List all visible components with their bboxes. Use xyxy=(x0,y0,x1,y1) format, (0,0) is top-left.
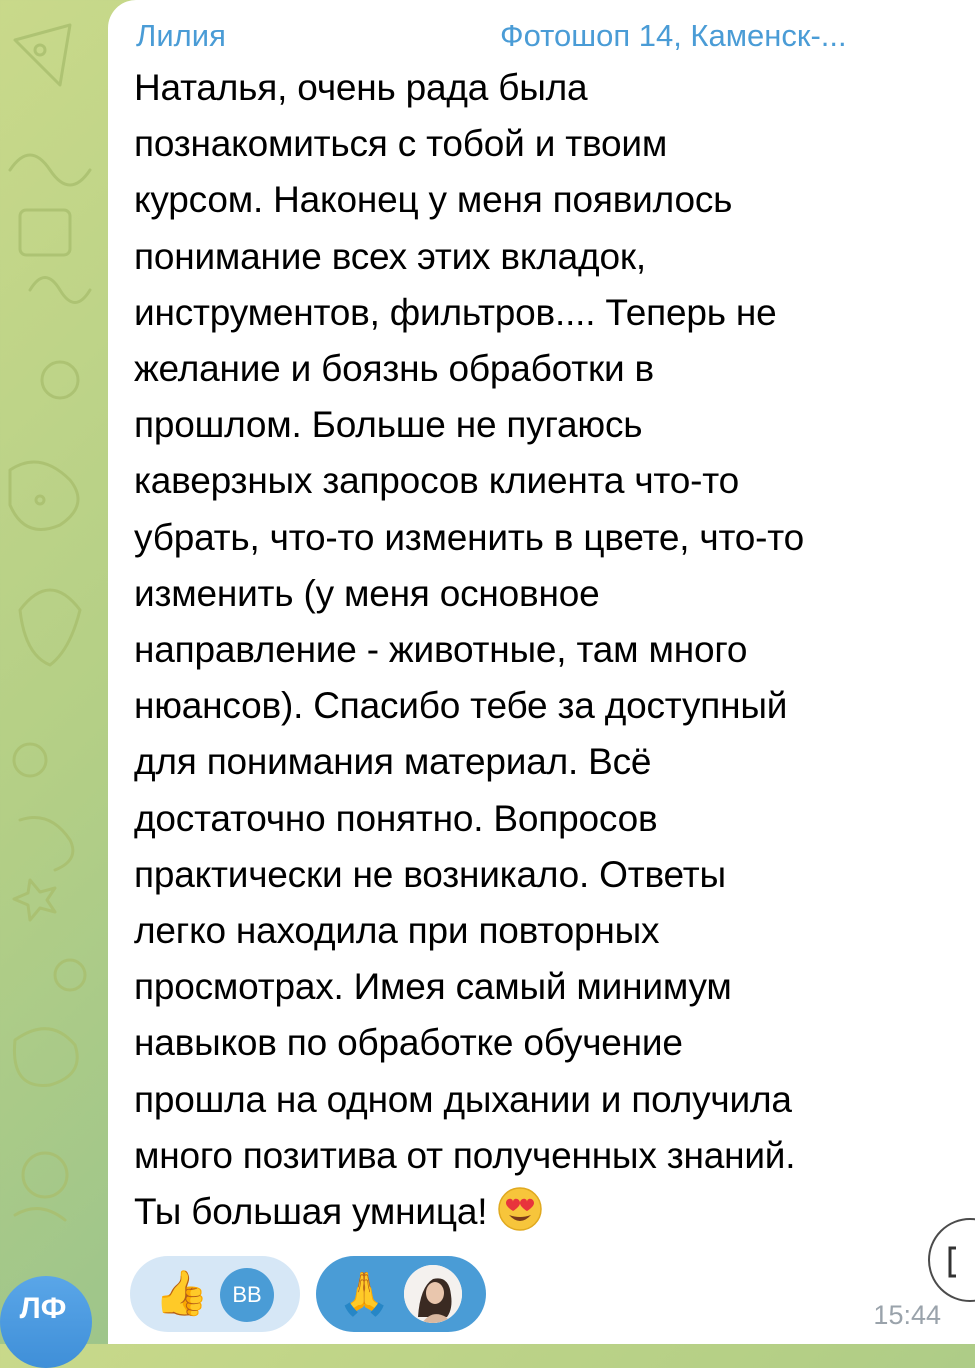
message-bubble[interactable] xyxy=(108,0,975,1344)
reaction-thumbs-up[interactable] xyxy=(130,1256,300,1332)
message-header xyxy=(136,14,915,60)
bracket-icon xyxy=(930,1220,975,1304)
reactor-photo-avatar xyxy=(404,1265,462,1323)
reactor-avatar: ВВ xyxy=(220,1268,274,1322)
message-text-body: Наталья, очень рада была познакомиться с тобой и твоим курсом. Наконец у меня появилось понимание всех этих вкладок, инструментов, фильтров.... Теперь не желание и боязнь обработки в прошлом. Больше не пугаюсь каверзных запросов клиента что-то убрать, что-то изменить в цвете, что-то изменить (у меня основное направление - животные, там много нюансов). Спасибо тебе за доступный для понимания материал. Всё достаточно понятно. Вопросов практически не возникало. Ответы легко находила при повторных просмотрах. Имея самый минимум навыков по обработке обучение прошла на одном дыхании и получила много позитива от полученных знаний. Ты большая умница! xyxy=(134,67,804,1233)
message-time: 15:44 xyxy=(873,1300,941,1330)
person-photo-icon xyxy=(404,1265,462,1323)
praying-hands-emoji: 🙏 xyxy=(338,1270,391,1317)
forwarded-from-link[interactable]: Фотошоп 14, Каменск-... xyxy=(500,18,847,53)
message-text xyxy=(134,60,949,1240)
heart-eyes-emoji-icon xyxy=(497,1186,543,1232)
reaction-praying-hands[interactable] xyxy=(316,1256,486,1332)
scroll-down-button[interactable] xyxy=(928,1218,975,1302)
sender-name[interactable]: Лилия xyxy=(136,18,226,53)
thumbs-up-emoji: 👍 xyxy=(154,1269,209,1318)
sender-avatar[interactable]: ЛФ xyxy=(0,1276,92,1368)
